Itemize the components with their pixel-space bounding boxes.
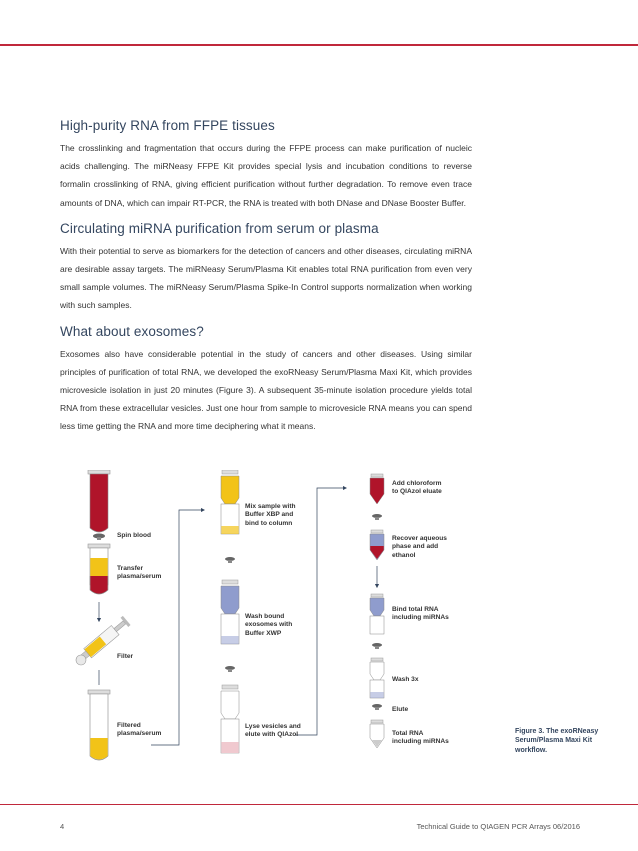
centrifuge-icon-6 bbox=[372, 704, 382, 710]
chloroform-tube-icon bbox=[370, 474, 384, 504]
centrifuge-icon-3 bbox=[225, 666, 235, 672]
wash-column-icon bbox=[370, 658, 384, 698]
step-elute: Elute bbox=[392, 706, 409, 713]
top-accent-line bbox=[0, 44, 638, 46]
centrifuge-icon-1 bbox=[93, 534, 105, 541]
step-wash-3x: Wash 3x bbox=[392, 676, 419, 683]
elute-tube-icon bbox=[370, 720, 384, 748]
step-filter: Filter bbox=[117, 653, 134, 660]
section-body-serum: With their potential to serve as biomarkers for the detection of cancers and other diseases, circulating miRNA are desirable assay targets. The miRNeasy Serum/Plasma Kit enables total RNA purification from even very small sample volumes. The miRNeasy Serum/Plasma Spike-In Control supports normalization when working with such samples. bbox=[60, 245, 472, 311]
section-heading-exosomes: What about exosomes? bbox=[60, 323, 204, 339]
bottom-accent-line bbox=[0, 804, 638, 805]
phase-tube-icon bbox=[370, 530, 384, 560]
figure-caption: Figure 3. The exoRNeasy Serum/Plasma Maxi Kit workflow. bbox=[515, 728, 599, 754]
section-body-ffpe: The crosslinking and fragmentation that occurs during the FFPE process can make purification of nucleic acids challenging. The miRNeasy FFPE Kit provides special lysis and incubation conditions to reverse formalin crosslinking of RNA, giving efficient purification without further degradation. To remove even trace amounts of DNA, which can impair RT-PCR, the RNA is treated with both DNase and DNase Booster Buffer. bbox=[60, 143, 472, 208]
filtered-tube-icon bbox=[88, 690, 110, 760]
step-spin-blood: Spin blood bbox=[117, 532, 152, 539]
article-body bbox=[60, 118, 472, 445]
centrifuge-icon-2 bbox=[225, 557, 235, 563]
page-number: 4 bbox=[60, 822, 65, 831]
spin-column-tube-3-icon bbox=[221, 685, 239, 753]
centrifuge-icon-5 bbox=[372, 643, 382, 649]
step-bind-total-rna: Bind total RNA including miRNAs bbox=[392, 606, 449, 622]
step-recover-phase: Recover aqueous phase and add ethanol bbox=[392, 535, 447, 559]
step-wash-bound: Wash bound exosomes with Buffer XWP bbox=[245, 613, 293, 637]
footer-title: Technical Guide to QIAGEN PCR Arrays 06/2016 bbox=[416, 822, 580, 831]
step-add-chloroform: Add chloroform to QIAzol eluate bbox=[392, 480, 442, 496]
separated-tube-icon bbox=[88, 544, 110, 594]
step-filtered: Filtered plasma/serum bbox=[117, 722, 162, 738]
bind-column-icon bbox=[370, 594, 384, 634]
centrifuge-icon-4 bbox=[372, 514, 382, 520]
step-mix-bind: Mix sample with Buffer XBP and bind to column bbox=[245, 503, 296, 527]
spin-column-tube-2-icon bbox=[221, 580, 239, 644]
step-lyse-elute: Lyse vesicles and elute with QIAzol bbox=[245, 723, 301, 739]
step-total-rna: Total RNA including miRNAs bbox=[392, 730, 449, 746]
section-heading-serum: Circulating miRNA purification from serum or plasma bbox=[60, 220, 379, 236]
step-transfer: Transfer plasma/serum bbox=[117, 565, 162, 581]
section-body-exosomes: Exosomes also have considerable potential in the study of cancers and other diseases. Using similar principles of purification of total RNA, we developed the exoRNeasy Serum/Plasma Maxi Kit, which provides microvesicle isolation in just 20 minutes (Figure 3). A subsequent 35-minute isolation procedure yields total RNA from these extracellular vesicles. Just one hour from sample to microvesicle RNA means you can spend less time getting the RNA and more time deciphering what it means. bbox=[60, 348, 472, 432]
blood-tube-icon bbox=[88, 470, 110, 532]
section-heading-ffpe: High-purity RNA from FFPE tissues bbox=[60, 118, 275, 133]
spin-column-tube-1-icon bbox=[221, 470, 239, 534]
